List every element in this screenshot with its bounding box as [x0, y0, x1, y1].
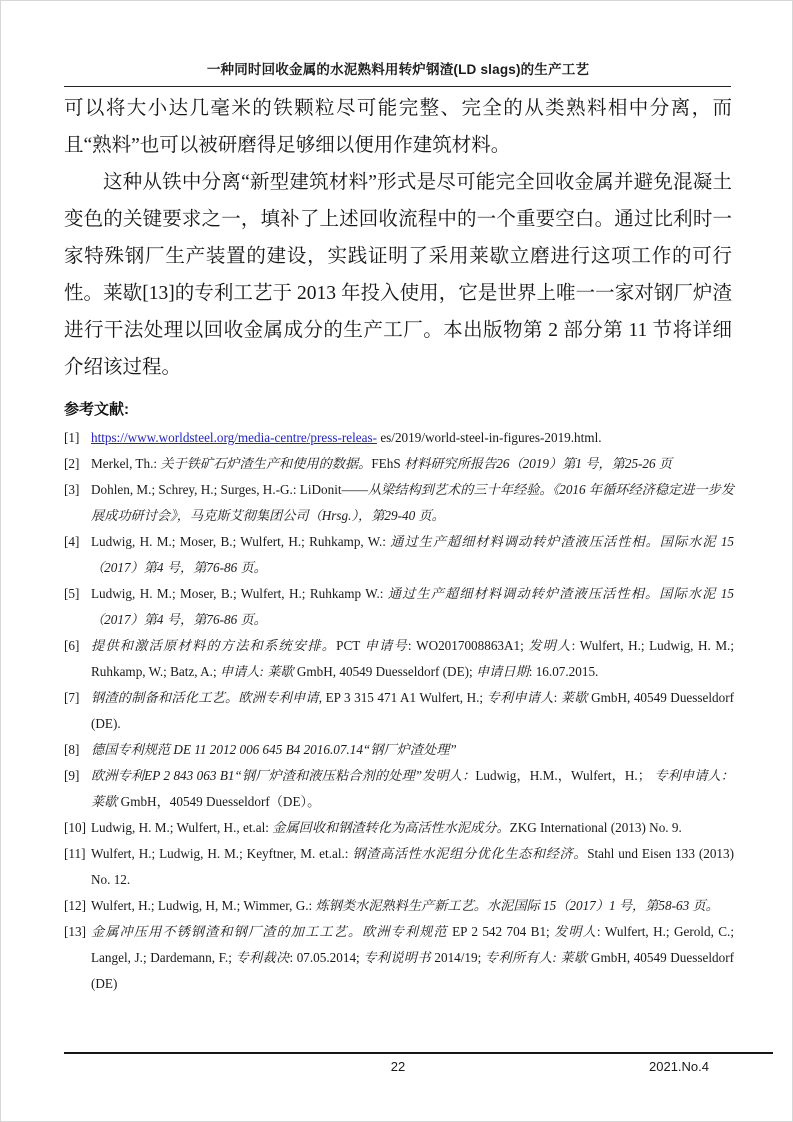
reference-text-segment: GmbH, 40549 Duesseldorf (DE).: [91, 690, 735, 731]
reference-item: [64, 841, 734, 893]
reference-text-segment: GmbH, 40549 Duesseldorf (DE);: [296, 664, 476, 679]
reference-text: [91, 742, 457, 757]
reference-text-segment: es/2019/world-steel-in-figures-2019.html.: [377, 430, 602, 445]
page-number: 22: [390, 1059, 406, 1074]
reference-text-segment: 钢渣的制备和活化工艺。欧洲专利申请: [91, 690, 319, 705]
reference-text-segment: Ludwig, H. M.; Moser, B.; Wulfert, H.; Ruhkamp, W.:: [91, 534, 391, 549]
reference-id: [7]: [64, 690, 80, 705]
reference-text: [91, 586, 734, 627]
reference-text: [91, 430, 602, 445]
reference-item: [64, 529, 734, 581]
reference-text-segment: : 07.05.2014;: [289, 950, 364, 965]
reference-text-segment: 专利说明书: [363, 950, 435, 965]
reference-id: [4]: [64, 534, 80, 549]
reference-text-segment: 关于铁矿石炉渣生产和使用的数据。: [160, 456, 372, 471]
reference-text: [91, 820, 682, 835]
reference-text-segment: 通过生产超细材料调动转炉渣液压活性相。国际水泥 15（2017）第4 号，第76-86 页。: [91, 586, 734, 627]
reference-text: [91, 638, 734, 679]
footer-rule: [64, 1052, 773, 1054]
reference-id: [2]: [64, 456, 80, 471]
reference-item: [64, 477, 734, 529]
reference-text-segment: : 16.07.2015.: [528, 664, 599, 679]
reference-text-segment: 金属冲压用不锈钢渣和钢厂渣的加工工艺。欧洲专利规范: [91, 924, 453, 939]
reference-text-segment: 发明人: [554, 924, 597, 939]
reference-text-segment: Wulfert, H.; Ludwig, H, M.; Wimmer, G.:: [91, 898, 316, 913]
reference-text-segment: GmbH，40549 Duesseldorf（DE）。: [120, 794, 321, 809]
reference-text-segment: 申请号: [364, 638, 408, 653]
reference-text-segment: : Wulfert, H.; Ludwig, H. M.; Ruhkamp, W.; Batz, A.;: [91, 638, 735, 679]
reference-text-segment: Ludwig，H.M.，Wulfert，H.；: [475, 768, 655, 783]
references-heading: 参考文献:: [64, 401, 129, 418]
reference-text-segment: PCT: [336, 638, 365, 653]
reference-id: [5]: [64, 586, 80, 601]
reference-item: [64, 425, 734, 451]
reference-text-segment: GmbH, 40549 Duesseldorf (DE): [91, 950, 735, 991]
reference-id: [3]: [64, 482, 80, 497]
reference-item: [64, 737, 734, 763]
reference-text-segment: 申请日期: [476, 664, 529, 679]
reference-item: [64, 763, 734, 815]
reference-item: [64, 633, 734, 685]
reference-id: [13]: [64, 924, 86, 939]
issue-label: 2021.No.4: [649, 1059, 709, 1074]
reference-text-segment: 莱歇: [560, 690, 592, 705]
reference-text-segment: 专利申请人: [486, 690, 554, 705]
reference-text: [91, 846, 734, 887]
reference-text-segment: 专利申请人：莱歇: [91, 768, 734, 809]
reference-text-segment: 炼钢类水泥熟料生产新工艺。水泥国际 15（2017）1 号，第58-63 页。: [315, 898, 719, 913]
reference-item: [64, 581, 734, 633]
reference-item: [64, 685, 734, 737]
reference-text-segment: 提供和激活原材料的方法和系统安排。: [91, 638, 337, 653]
reference-text-segment: EP 2 542 704 B1;: [452, 924, 555, 939]
reference-text-segment: Wulfert, H.; Ludwig, H. M.; Keyftner, M. et.al.:: [91, 846, 353, 861]
reference-text-segment: 专利所有人: 莱歇: [484, 950, 591, 965]
reference-text: [91, 482, 734, 523]
reference-text-segment: :: [553, 690, 561, 705]
references-list: [64, 425, 734, 997]
reference-text-segment: 通过生产超细材料调动转炉渣液压活性相。国际水泥 15（2017）第4 号，第76-86 页。: [91, 534, 735, 575]
page-title: 一种同时回收金属的水泥熟料用转炉钢渣(LD slags)的生产工艺: [206, 62, 590, 77]
reference-text-segment: 德国专利规范 DE 11 2012 006 645 B4 2016.07.14“钢厂炉渣处理”: [91, 742, 457, 757]
reference-text-segment: 钢渣高活性水泥组分优化生态和经济。: [352, 846, 588, 861]
reference-text: [91, 924, 734, 991]
reference-text: [91, 690, 734, 731]
reference-text-segment: 金属回收和钢渣转化为高活性水泥成分。: [272, 820, 510, 835]
reference-text-segment: Dohlen, M.; Schrey, H.; Surges, H.-G.: LiDonit——: [91, 482, 368, 497]
reference-item: [64, 919, 734, 997]
reference-id: [6]: [64, 638, 80, 653]
reference-id: [8]: [64, 742, 80, 757]
reference-text: [91, 534, 734, 575]
reference-id: [1]: [64, 430, 80, 445]
reference-id: [11]: [64, 846, 86, 861]
reference-text-segment: 欧洲专利EP 2 843 063 B1“钢厂炉渣和液压粘合剂的处理”发明人：: [91, 768, 476, 783]
reference-text-segment: Ludwig, H. M.; Wulfert, H., et.al:: [91, 820, 273, 835]
reference-text-segment: , EP 3 315 471 A1 Wulfert, H.;: [318, 690, 487, 705]
reference-item: [64, 893, 734, 919]
reference-text-segment: 专利裁决: [235, 950, 290, 965]
header-rule: [64, 86, 731, 87]
reference-id: [12]: [64, 898, 86, 913]
reference-text: [91, 898, 719, 913]
reference-text: [91, 456, 672, 471]
reference-item: [64, 815, 734, 841]
reference-text-segment: ZKG International (2013) No. 9.: [509, 820, 682, 835]
reference-text-segment: Ludwig, H. M.; Moser, B.; Wulfert, H.; Ruhkamp W.:: [91, 586, 388, 601]
reference-text: [91, 768, 734, 809]
reference-id: [10]: [64, 820, 86, 835]
reference-text-segment: : WO2017008863A1;: [407, 638, 529, 653]
reference-text-segment: : Wulfert, H.; Gerold, C.; Langel, J.; Dardemann, F.;: [91, 924, 734, 965]
reference-text-segment: 材料研究所报告26（2019）第1 号，第25-26 页: [403, 456, 673, 471]
reference-item: [64, 451, 734, 477]
paragraph-1: 可以将大小达几毫米的铁颗粒尽可能完整、完全的从类熟料相中分离，而且“熟料”也可以被研磨得足够细以便用作建筑材料。: [64, 98, 732, 156]
reference-text-segment: 从梁结构到艺术的三十年经验。《2016 年循环经济稳定进一步发展成功研讨会》，马克斯艾彻集团公司（Hrsg.），第29-40 页。: [91, 482, 734, 523]
reference-text-segment: 申请人: 莱歇: [219, 664, 297, 679]
reference-id: [9]: [64, 768, 80, 783]
reference-text-segment: Merkel, Th.:: [91, 456, 161, 471]
reference-text-segment: Stahl und Eisen 133 (2013) No. 12.: [91, 846, 734, 887]
reference-link[interactable]: https://www.worldsteel.org/media-centre/press-releas-: [91, 430, 378, 445]
reference-text-segment: FEhS: [371, 456, 404, 471]
reference-text-segment: 发明人: [528, 638, 572, 653]
body-text: [64, 90, 732, 386]
paragraph-2: 这种从铁中分离“新型建筑材料”形式是尽可能完全回收金属并避免混凝土变色的关键要求之一，填补了上述回收流程中的一个重要空白。通过比利时一家特殊钢厂生产装置的建设，实践证明了采用莱歇立磨进行这项工作的可行性。莱歇[13]的专利工艺于 2013 年投入使用，它是世界上唯一一家对钢厂炉渣进行干法处理以回收金属成分的生产工厂。本出版物第 2 部分第 11 节将详细介绍该过程。: [64, 172, 732, 378]
reference-text-segment: 2014/19;: [434, 950, 485, 965]
